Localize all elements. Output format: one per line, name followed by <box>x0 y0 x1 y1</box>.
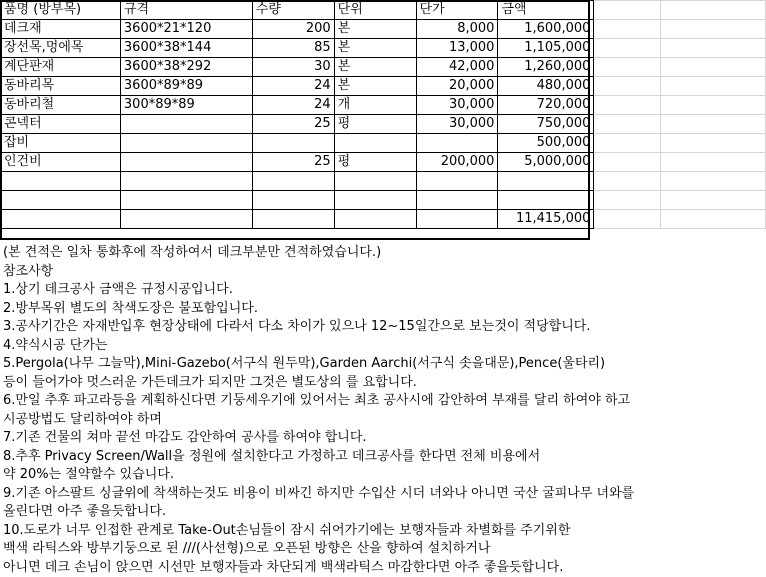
note-line: 약 20%는 절약할수 있습니다. <box>0 466 766 485</box>
empty-cell[interactable] <box>594 134 661 153</box>
cell-amount[interactable]: 480,000 <box>498 77 594 96</box>
table-row <box>1 20 766 39</box>
cell-price[interactable] <box>416 210 498 229</box>
cell-amount[interactable]: 750,000 <box>498 115 594 134</box>
cell-name[interactable]: 콘넥터 <box>1 115 121 134</box>
note-line: 등이 들어가야 멋스러운 가든데크가 되지만 그것은 별도상의 를 요합니다. <box>0 374 766 393</box>
cell-qty[interactable]: 30 <box>252 58 334 77</box>
cell-spec[interactable] <box>120 210 252 229</box>
empty-cell[interactable] <box>594 153 661 172</box>
cell-spec[interactable]: 3600*21*120 <box>120 20 252 39</box>
note-line: 4.약식시공 단가는 <box>0 337 766 356</box>
empty-cell[interactable] <box>661 172 766 191</box>
empty-cell[interactable] <box>661 39 766 58</box>
cell-price[interactable] <box>416 134 498 153</box>
cell-amount[interactable] <box>498 172 594 191</box>
note-line: 아니면 데크 손님이 앉으면 시선만 보행자들과 차단되게 백색라틱스 마감한다면 아주 좋을듯합니다. <box>0 559 766 577</box>
cell-qty[interactable]: 24 <box>252 77 334 96</box>
empty-cell[interactable] <box>594 172 661 191</box>
note-line: 참조사항 <box>0 263 766 282</box>
cell-price[interactable]: 30,000 <box>416 115 498 134</box>
cell-unit[interactable]: 평 <box>334 153 416 172</box>
cell-spec[interactable] <box>120 153 252 172</box>
table-row <box>1 58 766 77</box>
empty-cell[interactable] <box>661 20 766 39</box>
empty-cell[interactable] <box>594 58 661 77</box>
cell-unit[interactable]: 개 <box>334 96 416 115</box>
cell-amount[interactable]: 1,600,000 <box>498 20 594 39</box>
cell-unit[interactable] <box>334 172 416 191</box>
note-line: (본 견적은 일차 통화후에 작성하여서 데크부분만 견적하였습니다.) <box>0 244 766 263</box>
cell-spec[interactable]: 3600*38*292 <box>120 58 252 77</box>
empty-cell[interactable] <box>594 77 661 96</box>
cell-price[interactable] <box>416 191 498 210</box>
cell-qty[interactable]: 200 <box>252 20 334 39</box>
note-line: 3.공사기간은 자재반입후 현장상태에 다라서 다소 차이가 있으나 12~15일간으로 보는것이 적당합니다. <box>0 318 766 337</box>
cell-amount[interactable] <box>498 191 594 210</box>
cell-price[interactable]: 30,000 <box>416 96 498 115</box>
note-line: 올린다면 아주 좋을듯합니다. <box>0 503 766 522</box>
empty-cell[interactable] <box>661 1 766 20</box>
note-line: 1.상기 데크공사 금액은 규정시공입니다. <box>0 281 766 300</box>
cell-unit[interactable]: 본 <box>334 39 416 58</box>
cell-spec[interactable] <box>120 191 252 210</box>
cell-amount[interactable]: 11,415,000 <box>498 210 594 229</box>
cell-name[interactable]: 동바리목 <box>1 77 121 96</box>
cell-unit[interactable] <box>334 191 416 210</box>
header-cell[interactable]: 금액 <box>498 1 594 20</box>
empty-cell[interactable] <box>594 115 661 134</box>
cell-price[interactable]: 20,000 <box>416 77 498 96</box>
table-row <box>1 39 766 58</box>
cell-name[interactable]: 데크재 <box>1 20 121 39</box>
cell-spec[interactable] <box>120 115 252 134</box>
empty-cell[interactable] <box>594 96 661 115</box>
empty-cell[interactable] <box>661 153 766 172</box>
cell-name[interactable] <box>1 210 121 229</box>
cell-qty[interactable]: 25 <box>252 115 334 134</box>
cell-name[interactable]: 인건비 <box>1 153 121 172</box>
cell-qty[interactable]: 85 <box>252 39 334 58</box>
header-cell[interactable]: 규격 <box>120 1 252 20</box>
cell-name[interactable] <box>1 191 121 210</box>
empty-cell[interactable] <box>594 20 661 39</box>
header-cell[interactable]: 단위 <box>334 1 416 20</box>
cell-spec[interactable]: 3600*38*144 <box>120 39 252 58</box>
cell-name[interactable]: 계단판재 <box>1 58 121 77</box>
cell-unit[interactable]: 본 <box>334 58 416 77</box>
empty-cell[interactable] <box>661 191 766 210</box>
cell-price[interactable]: 8,000 <box>416 20 498 39</box>
note-line: 2.방부목위 별도의 착색도장은 불포함입니다. <box>0 300 766 319</box>
header-cell[interactable]: 단가 <box>416 1 498 20</box>
note-line: 시공방법도 달리하여야 하며 <box>0 411 766 430</box>
cell-amount[interactable]: 1,105,000 <box>498 39 594 58</box>
cell-price[interactable]: 42,000 <box>416 58 498 77</box>
cell-unit[interactable]: 본 <box>334 20 416 39</box>
empty-cell[interactable] <box>594 210 661 229</box>
header-row <box>1 1 766 20</box>
cell-name[interactable]: 잡비 <box>1 134 121 153</box>
table-row <box>1 77 766 96</box>
table-row <box>1 172 766 191</box>
cell-unit[interactable]: 본 <box>334 77 416 96</box>
cell-qty[interactable] <box>252 134 334 153</box>
table-row <box>1 153 766 172</box>
empty-cell[interactable] <box>661 58 766 77</box>
notes-section <box>0 244 766 577</box>
empty-cell[interactable] <box>661 96 766 115</box>
cell-spec[interactable]: 3600*89*89 <box>120 77 252 96</box>
table-row <box>1 115 766 134</box>
cell-amount[interactable]: 5,000,000 <box>498 153 594 172</box>
cell-unit[interactable] <box>334 134 416 153</box>
empty-cell[interactable] <box>661 134 766 153</box>
note-line: 6.만일 추후 파고라등을 계획하신다면 기둥세우기에 있어서는 최초 공사시에 감안하여 부재를 달리 하여야 하고 <box>0 392 766 411</box>
cell-amount[interactable]: 500,000 <box>498 134 594 153</box>
note-line: 5.Pergola(나무 그늘막),Mini-Gazebo(서구식 원두막),Garden Aarchi(서구식 솟을대문),Pence(울타리) <box>0 355 766 374</box>
cell-spec[interactable] <box>120 134 252 153</box>
empty-cell[interactable] <box>594 1 661 20</box>
empty-cell[interactable] <box>594 39 661 58</box>
cell-qty[interactable] <box>252 172 334 191</box>
cell-price[interactable] <box>416 172 498 191</box>
cell-spec[interactable]: 300*89*89 <box>120 96 252 115</box>
cell-price[interactable]: 13,000 <box>416 39 498 58</box>
table-row <box>1 96 766 115</box>
note-line: 백색 라틱스와 방부기둥으로 된 ///(사선형)으로 오픈된 방향은 산을 향하여 설치하거나 <box>0 540 766 559</box>
estimate-table <box>0 0 766 229</box>
empty-cell[interactable] <box>594 191 661 210</box>
note-line: 8.추후 Privacy Screen/Wall을 정원에 설치한다고 가정하고 데크공사를 한다면 전체 비용에서 <box>0 448 766 467</box>
table-row <box>1 210 766 229</box>
cell-spec[interactable] <box>120 172 252 191</box>
cell-qty[interactable]: 24 <box>252 96 334 115</box>
table-row <box>1 191 766 210</box>
cell-amount[interactable]: 1,260,000 <box>498 58 594 77</box>
empty-cell[interactable] <box>661 115 766 134</box>
cell-qty[interactable]: 25 <box>252 153 334 172</box>
cell-amount[interactable]: 720,000 <box>498 96 594 115</box>
cell-unit[interactable]: 평 <box>334 115 416 134</box>
note-line: 10.도로가 너무 인접한 관계로 Take-Out손님들이 잠시 쉬어가기에는 보행자들과 차별화를 주기위한 <box>0 522 766 541</box>
cell-price[interactable]: 200,000 <box>416 153 498 172</box>
cell-unit[interactable] <box>334 210 416 229</box>
empty-cell[interactable] <box>661 210 766 229</box>
empty-cell[interactable] <box>661 77 766 96</box>
cell-name[interactable] <box>1 172 121 191</box>
cell-qty[interactable] <box>252 191 334 210</box>
header-cell[interactable]: 수량 <box>252 1 334 20</box>
note-line: 7.기존 건물의 쳐마 끝선 마감도 감안하여 공사를 하여야 합니다. <box>0 429 766 448</box>
table-row <box>1 134 766 153</box>
cell-qty[interactable] <box>252 210 334 229</box>
cell-name[interactable]: 장선목,멍에목 <box>1 39 121 58</box>
header-cell[interactable]: 품명 (방부목) <box>1 1 121 20</box>
cell-name[interactable]: 동바리철 <box>1 96 121 115</box>
note-line: 9.기존 아스팔트 싱글위에 착색하는것도 비용이 비싸긴 하지만 수입산 시더 녀와나 아니면 국산 굴피나무 녀와를 <box>0 485 766 504</box>
